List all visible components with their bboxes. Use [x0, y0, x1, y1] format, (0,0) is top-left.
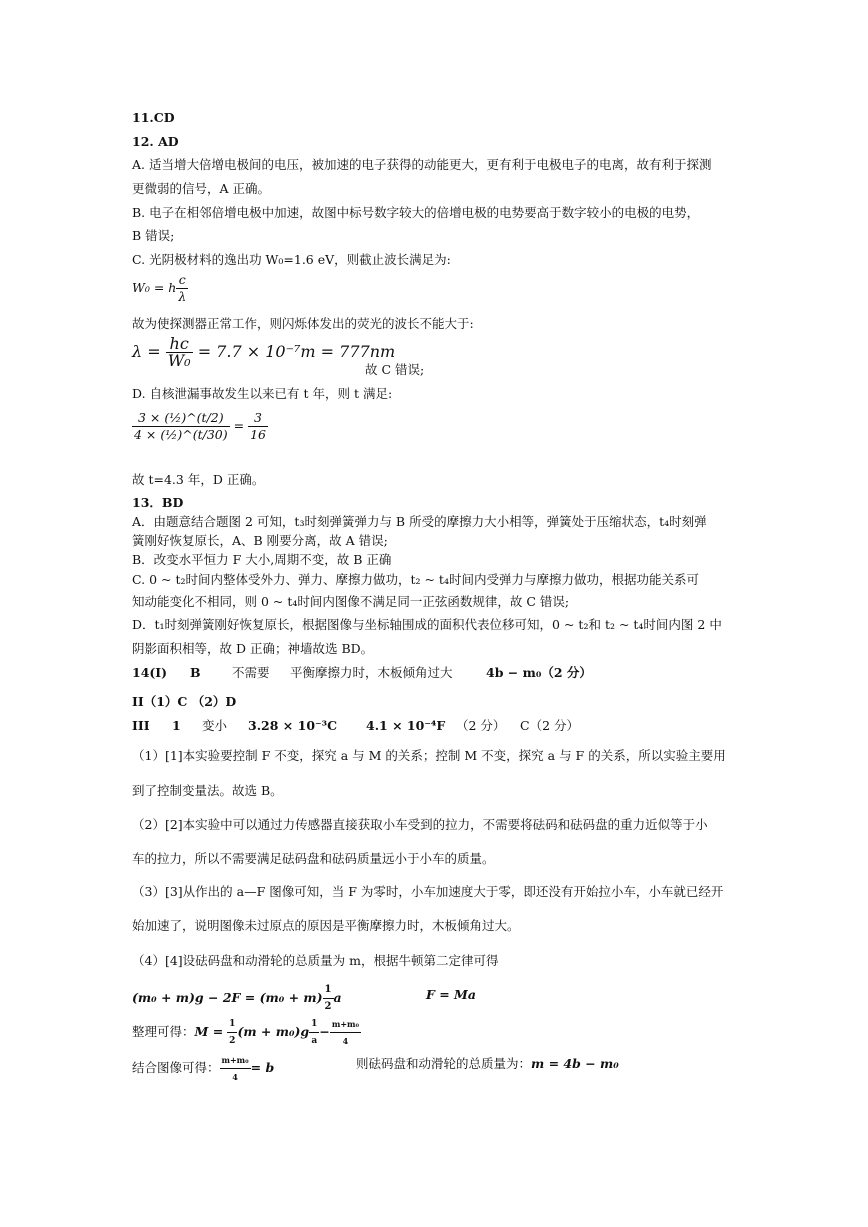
q12-option-a-line1: A. 适当增大倍增电极间的电压，被加速的电子获得的动能更大，更有利于电极电子的电离，故有利于探测 — [132, 157, 712, 172]
q14-part3-row — [132, 718, 579, 734]
q13-answer: 13．BD — [132, 495, 184, 510]
q12-option-c-line2: 故为使探测器正常工作，则闪烁体发出的荧光的波长不能大于: — [132, 316, 474, 331]
eq-lambda-rhs: = 7.7 × 10⁻⁷m = 777nm — [197, 342, 396, 361]
q14-part3-answer2: 变小 — [202, 718, 228, 733]
q14-part3-answer4: 4.1 × 10⁻⁴F — [366, 718, 446, 733]
eq-halflife-equals: = — [233, 418, 245, 433]
eq-combined-rhs: = b — [250, 1060, 275, 1075]
final-result — [356, 1056, 619, 1072]
q11-answer: 11.CD — [132, 110, 175, 125]
eq-combined-num: m+m₀ — [220, 1052, 251, 1069]
q13-option-c-line2: 知动能变化不相同，则 0 ~ t₄时间内图像不满足同一正弦函数规律，故 C 错误; — [132, 594, 570, 609]
q12-option-c-line1: C. 光阴极材料的逸出功 W₀=1.6 eV，则截止波长满足为: — [132, 252, 451, 267]
q14-part1-answer3: 平衡摩擦力时，木板倾角过大 — [290, 665, 453, 680]
final-result-equation: m = 4b − m₀ — [531, 1056, 619, 1071]
eq-newton-half-fraction — [323, 982, 334, 1015]
eq-rearranged-mid: (m + m₀)g — [237, 1024, 310, 1039]
q14-part3-answer3: 3.28 × 10⁻³C — [248, 718, 338, 733]
eq-halflife-right-numerator: 3 — [248, 410, 268, 427]
explanation-4-line1: （4）[4]设砝码盘和动滑轮的总质量为 m，根据牛顿第二定律可得 — [132, 953, 499, 968]
q12-option-b-line1: B. 电子在相邻倍增电极中加速，故图中标号数字较大的倍增电极的电势要高于数字较小的电极的电势， — [132, 205, 700, 220]
q14-part1-row — [132, 665, 592, 681]
q14-part1-answer4: 4b − m₀（2 分） — [486, 665, 592, 680]
eq-newton-lhs: (m₀ + m)g − 2F = (m₀ + m) — [132, 990, 323, 1005]
explanation-3-line1: （3）[3]从作出的 a—F 图像可知，当 F 为零时，小车加速度大于零，即还没有开始拉小车，小车就已经开 — [132, 884, 724, 899]
eq-rearranged-mass-num: m+m₀ — [330, 1016, 361, 1033]
eq-halflife-denominator: 4 × (½)^(t/30) — [134, 427, 228, 442]
eq-rearranged-inv-num: 1 — [309, 1016, 319, 1033]
eq-w0-denominator: λ — [178, 289, 187, 304]
q14-part2-row: II（1）C （2）D — [132, 694, 237, 709]
eq-rearranged-half — [227, 1016, 237, 1049]
eq-rearranged-half-den: 2 — [229, 1036, 236, 1046]
eq-rearranged-mass-den: 4 — [342, 1036, 349, 1046]
final-result-label: 则砝码盘和动滑轮的总质量为： — [356, 1056, 532, 1071]
q12-option-d-line1: D. 自核泄漏事故发生以来已有 t 年，则 t 满足: — [132, 386, 393, 401]
rearranged-equation-row — [132, 1016, 361, 1049]
q12-option-b-line2: B 错误; — [132, 228, 175, 243]
q12-option-d-conclusion: 故 t=4.3 年，D 正确。 — [132, 472, 265, 487]
explanation-1-line1: （1）[1]本实验要控制 F 不变，探究 a 与 M 的关系；控制 M 不变，探究 a 与 F 的关系，所以实验主要用 — [132, 748, 726, 763]
eq-rearranged-half-num: 1 — [227, 1016, 237, 1033]
eq-newton-accel: a — [333, 990, 342, 1005]
q14-part3-answer5: C（2 分） — [520, 718, 579, 733]
eq-w0-fraction — [176, 272, 188, 305]
q14-part1-label: 14(I) — [132, 665, 168, 680]
eq-newton-half-den: 2 — [324, 1001, 332, 1012]
q13-option-a-line2: 簧刚好恢复原长，A、B 刚要分离，故 A 错误; — [132, 533, 388, 548]
equation-f-ma: F = Ma — [426, 987, 476, 1002]
eq-w0-lhs: W₀ = h — [132, 280, 177, 295]
q13-option-d-line2: 阴影面积相等，故 D 正确；神墙故选 BD。 — [132, 641, 374, 656]
explanation-1-line2: 到了控制变量法。故选 B。 — [132, 783, 283, 798]
equation-work-function — [132, 272, 188, 305]
q12-answer: 12. AD — [132, 134, 179, 149]
q13-option-c-line1: C. 0 ~ t₂时间内整体受外力、弹力、摩擦力做功，t₂ ~ t₄时间内受弹力与摩擦力做功，根据功能关系可 — [132, 572, 699, 587]
eq-combined-den: 4 — [232, 1072, 238, 1082]
q13-option-d-line1: D．t₁时刻弹簧刚好恢复原长，根据图像与坐标轴围成的面积代表位移可知，0 ~ t₂和 t₂ ~ t₄时间内图 2 中 — [132, 617, 722, 632]
q14-part1-answer2: 不需要 — [232, 665, 270, 680]
eq-lambda-numerator: hc — [166, 336, 193, 353]
q13-option-b: B．改变水平恒力 F 大小,周期不变，故 B 正确 — [132, 552, 392, 567]
rearranged-label: 整理可得： — [132, 1024, 195, 1039]
explanation-3-line2: 始加速了，说明图像未过原点的原因是平衡摩擦力时，木板倾角过大。 — [132, 918, 520, 933]
eq-lambda-fraction — [166, 336, 193, 369]
equation-newton-second-law — [132, 982, 342, 1015]
eq-lambda-denominator: W₀ — [167, 351, 191, 370]
eq-halflife-right-denominator: 16 — [250, 427, 266, 442]
combined-label: 结合图像可得： — [132, 1060, 220, 1075]
q12-option-c-conclusion: 故 C 错误; — [365, 362, 425, 377]
eq-rearranged-inv-den: a — [311, 1036, 318, 1046]
eq-w0-numerator: c — [176, 272, 188, 289]
explanation-2-line2: 车的拉力，所以不需要满足砝码盘和砝码质量远小于小车的质量。 — [132, 851, 495, 866]
q14-part3-label: III — [132, 718, 150, 733]
eq-newton-half-num: 1 — [323, 982, 334, 999]
eq-rearranged-mass-fraction — [330, 1016, 361, 1049]
eq-rearranged-minus: − — [319, 1024, 330, 1039]
q13-option-a-line1: A．由题意结合题图 2 可知，t₃时刻弹簧弹力与 B 所受的摩擦力大小相等，弹簧处于压缩状态，t₄时刻弹 — [132, 514, 707, 529]
equation-wavelength — [132, 336, 395, 369]
q14-part3-score: （2 分） — [456, 718, 506, 733]
eq-combined-fraction — [220, 1052, 251, 1085]
eq-rearranged-inverse-a — [309, 1016, 319, 1049]
q12-option-a-line2: 更微弱的信号，A 正确。 — [132, 181, 271, 196]
eq-halflife-left-fraction — [132, 410, 230, 443]
eq-halflife-numerator: 3 × (½)^(t/2) — [132, 410, 230, 427]
eq-lambda-lhs: λ = — [132, 342, 161, 361]
q14-part1-answer1: B — [190, 665, 201, 680]
combined-result-row — [132, 1052, 274, 1085]
explanation-2-line1: （2）[2]本实验中可以通过力传感器直接获取小车受到的拉力，不需要将砝码和砝码盘的重力近似等于小 — [132, 817, 708, 832]
eq-halflife-right-fraction — [248, 410, 268, 443]
eq-rearranged-lhs: M = — [194, 1024, 224, 1039]
q14-part3-answer1: 1 — [172, 718, 181, 733]
equation-half-life — [132, 410, 268, 443]
